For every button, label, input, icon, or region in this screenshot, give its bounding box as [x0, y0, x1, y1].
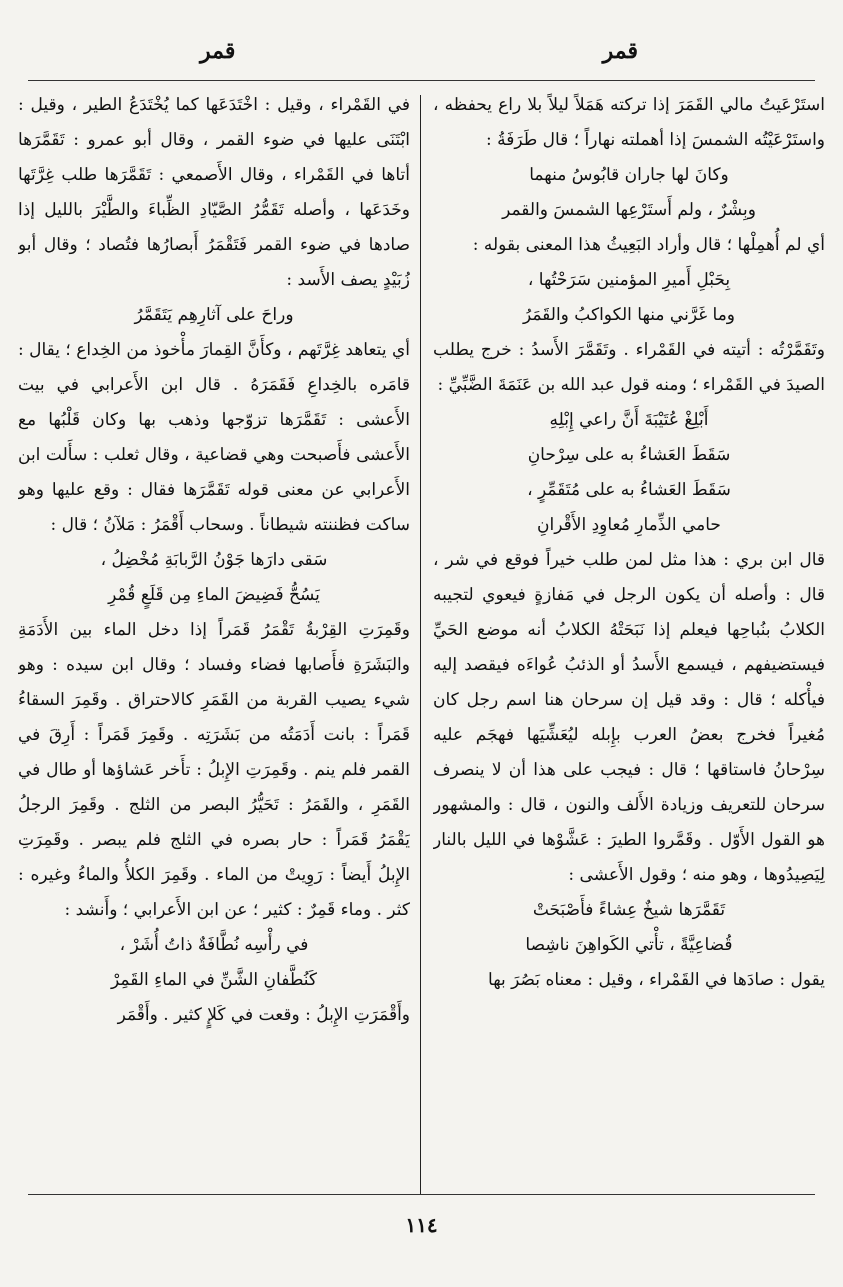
verse-line: وبِشْرٌ ، ولم أَستَرْعِها الشمسَ والقمر	[502, 200, 756, 220]
paragraph: وأَقْمَرَتِ الإِبلُ : وقعت في كَلإٍ كثير . وأَقْمَر	[117, 1005, 410, 1025]
page-number: ١١٤	[405, 1213, 438, 1237]
paragraph: وتَقَمَّرْتُه : أتيته في القَمْراء . وتَقَمَّرَ الأَسدُ : خرج يطلب الصيدَ في القَمْراء ؛ ومنه قول عبد الله بن عَنَمَةَ الضَّبِّيِّ :	[433, 340, 825, 395]
verse-line: يَسُحُّ فَضِيضَ الماءِ مِن قَلَعٍ قُمْرِ	[108, 585, 320, 605]
verse-line: كَنُطَّفانِ الشَّنِّ في الماءِ القَمِرْ	[111, 970, 317, 990]
verse-line: وما غَرَّني منها الكواكبُ والقَمَرُ	[522, 305, 736, 325]
footer-rule	[28, 1194, 815, 1195]
paragraph: وقَمِرَتِ القِرْبةُ تَقْمَرُ قَمَراً إذا دخل الماء بين الأَدَمَةِ والبَشَرَةِ فأَصابها فضاء وفساد ؛ وقال ابن سيده : وهو شيء يصيب القربة من القَمَرِ كالاحتراق . وقَمِرَ السقاءُ قَمَراً : بانت أَدَمَتُه من بَشَرَتِه . وقَمِرَ قَمَراً : أَرِقَ في القمر فلم ينم . وقَمِرَتِ الإِبلُ : تأَخر عَشاؤها أو طال في القَمَرِ ، والقَمَرُ : تَحَيُّرُ البصر من الثلج . وقَمِرَ الرجلُ يَقْمَرُ قَمَراً : حار بصره في الثلج فلم يبصر . وقَمِرَتِ الإِبلُ أَيضاً : رَوِيتْ من الماء . وقَمِرَ الكلأُ والماءُ وغيره : كثر . وماء قَمِرٌ : كثير ؛ عن ابن الأَعرابي ؛ وأَنشد :	[18, 620, 410, 920]
left-column	[18, 88, 410, 1193]
right-column	[433, 88, 825, 1193]
verse-line: بِحَبْلِ أَميرِ المؤمنين سَرَحْتُها ،	[527, 270, 731, 290]
paragraph: يقول : صادَها في القَمْراء ، وقيل : معناه بَصُرَ بها	[488, 970, 825, 990]
paragraph: أي يتعاهد غِرَّتَهم ، وكأَنَّ القِمارَ مأْخوذ من الخِداع ؛ يقال : قامَره بالخِداعِ فَقَمَرَهُ . قال ابن الأَعرابي في بيت الأَعشى : تَقَمَّرَها تزوّجها وذهب بها وكان قَلْبُها مع الأَعشى فأَصبحت وهي قضاعية ، وقال ثعلب : سأَلت ابن الأَعرابي عن معنى قوله تَقَمَّرَها فقال : وقع عليها وهو ساكت فظننته شيطاناً . وسحاب أَقْمَرُ : مَلآنُ ؛ قال :	[18, 340, 410, 535]
verse-line: في رأْسِه نُطَّافَةٌ ذاتُ أُشَرْ ،	[119, 935, 309, 955]
verse-line: تَقَمَّرَها شيخٌ عِشاءً فأَصْبَحَتْ	[532, 900, 726, 920]
verse-line: حامي الذِّمارِ مُعاوِدِ الأَقْرانِ	[537, 515, 721, 535]
paragraph: في القَمْراء ، وقيل : اخْتَدَعَها كما يُخْتَدَعُ الطير ، وقيل : ابْتَنَى عليها في ضوء القمر ، وقال أبو عمرو : تَقَمَّرَها أتاها في القَمْراء ، وقال الأَصمعي : تَقَمَّرَها طلب غِرَّتَها وخَدَعَها ، وأصله تَقَمُّرُ الصَّيّادِ الظِّباءَ والطَّيْرَ بالليل إذا صادها في ضوء القمر فَتَقْمَرُ أَبصارُها فتُصاد ؛ وقال أبو زُبَيْدٍ يصف الأَسد :	[18, 95, 410, 290]
verse-line: سَقَطَ العَشاءُ به على مُتَقَمِّرٍ ،	[527, 480, 731, 500]
running-header-right: قمر	[602, 38, 638, 64]
header-rule	[28, 80, 815, 81]
verse-line: أَبْلِغْ عُتَيْبَةَ أَنَّ راعي إِبْلِهِ	[549, 410, 709, 430]
paragraph: قال ابن بري : هذا مثل لمن طلب خيراً فوقع في شر ، قال : وأصله أن يكون الرجل في مَفازةٍ فيعوي لتجيبه الكلابُ بنُباحِها فيعلم إذا نَبَحَتْهُ الكلابُ أنه موضع الحَيِّ فيستضيفهم ، فيسمع الأَسدُ أو الذئبُ عُواءَه فيقصد إليه فيأْكله ؛ قال : وقد قيل إن سرحان هنا اسم رجل كان مُغيراً فخرج بعضُ العرب بإِبله ليُعَشِّيَها فهجَم عليه سِرْحانُ فاستاقها ؛ قال : فيجب على هذا أن لا ينصرف سرحان للتعريف وزيادة الأَلف والنون ، قال : والمشهور هو القول الأَوّل . وقَمَّروا الطيرَ : عَشَّوْها في الليل بالنار لِيَصِيدُوها ، وهو منه ؛ وقول الأَعشى :	[433, 550, 825, 885]
verse-line: سَقى دارَها جَوْنُ الرَّبابَةِ مُخْضِلُ ،	[100, 550, 328, 570]
paragraph: استَرْعَيتُ مالي القَمَرَ إذا تركته هَمَلاً ليلاً بلا راع يحفظه ، واستَرْعَيْتُه الشمسَ إذا أهملته نهاراً ؛ قال طَرَفَةُ :	[433, 95, 825, 150]
running-header-left: قمر	[200, 38, 236, 64]
verse-line: سَقَطَ العَشاءُ به على سِرْحانِ	[527, 445, 731, 465]
verse-line: وراحَ على آثارِهِم يَتَقَمَّرُ	[134, 305, 294, 325]
column-divider	[420, 95, 421, 1195]
verse-line: قُضاعِيَّةً ، تأْتي الكَواهِنَ ناشِصا	[525, 935, 733, 955]
verse-line: وكانَ لها جاران قابُوسُ منهما	[529, 165, 729, 185]
paragraph: أي لم أُهمِلْها ؛ قال وأراد البَعِيثُ هذا المعنى بقوله :	[472, 235, 825, 255]
